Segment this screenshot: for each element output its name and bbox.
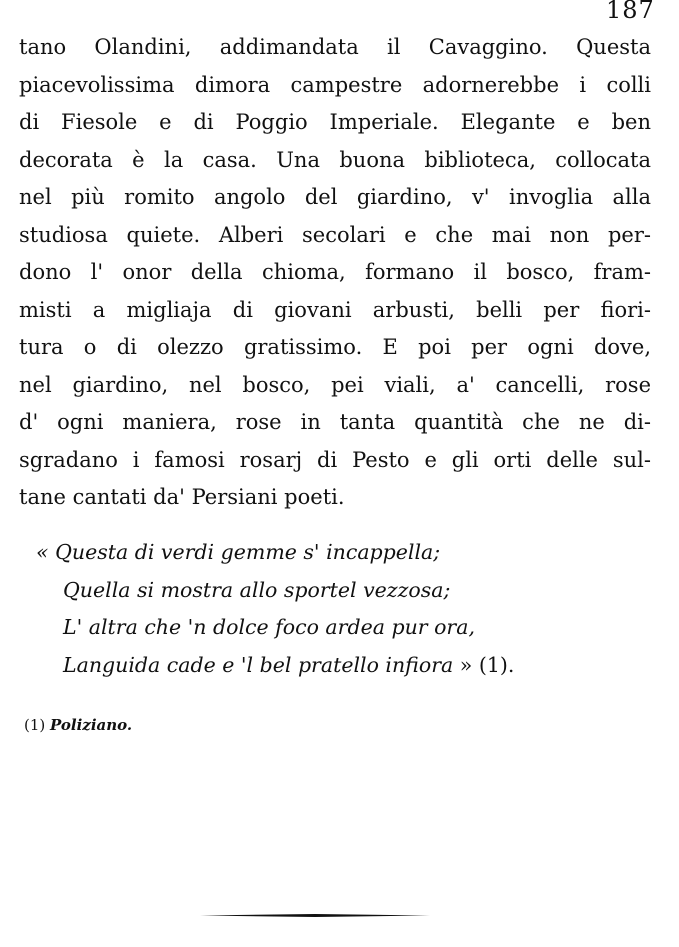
body-line: nel giardino, nel bosco, pei viali, a' cancelli, rose xyxy=(19,372,651,397)
footnote-marker: (1) xyxy=(24,716,46,734)
verse-line: L' altra che 'n dolce foco ardea pur ora, xyxy=(63,615,475,639)
body-line: studiosa quiete. Alberi secolari e che mai non per- xyxy=(19,222,651,247)
verse-open-quote: « xyxy=(36,540,49,564)
page-number: 187 xyxy=(606,0,655,24)
body-line: di Fiesole e di Poggio Imperiale. Elegante e ben xyxy=(19,110,651,134)
ornamental-rule xyxy=(200,914,430,917)
verse-text: Languida cade e 'l bel pratello infiora xyxy=(63,652,454,677)
body-line: tane cantati da' Persiani poeti. xyxy=(19,485,345,509)
verse-line xyxy=(36,647,616,685)
body-line: piacevolissima dimora campestre adornerebbe i colli xyxy=(19,72,651,97)
body-line: tura o di olezzo gratissimo. E poi per ogni dove, xyxy=(19,335,651,359)
verse-quotation xyxy=(36,534,616,684)
body-paragraph xyxy=(19,29,651,517)
footnote xyxy=(24,716,132,734)
body-line: nel più romito angolo del giardino, v' invoglia alla xyxy=(19,185,651,209)
verse-line xyxy=(36,534,616,572)
ornamental-rule-graphic xyxy=(200,914,430,917)
body-line: dono l' onor della chioma, formano il bosco, fram- xyxy=(19,260,651,284)
verse-line: Quella si mostra allo sportel vezzosa; xyxy=(63,577,451,602)
body-line: tano Olandini, addimandata il Cavaggino. Questa xyxy=(19,35,651,59)
verse-close-quote-ref: » (1). xyxy=(459,652,515,677)
footnote-text: Poliziano. xyxy=(50,716,133,734)
body-line: sgradano i famosi rosarj di Pesto e gli orti delle sul- xyxy=(19,447,651,472)
body-line: decorata è la casa. Una buona biblioteca, collocata xyxy=(19,147,651,172)
body-line: misti a migliaja di giovani arbusti, belli per fiori- xyxy=(19,297,651,322)
verse-text: Questa di verdi gemme s' incappella; xyxy=(55,540,441,564)
body-line: d' ogni maniera, rose in tanta quantità che ne di- xyxy=(19,410,651,434)
